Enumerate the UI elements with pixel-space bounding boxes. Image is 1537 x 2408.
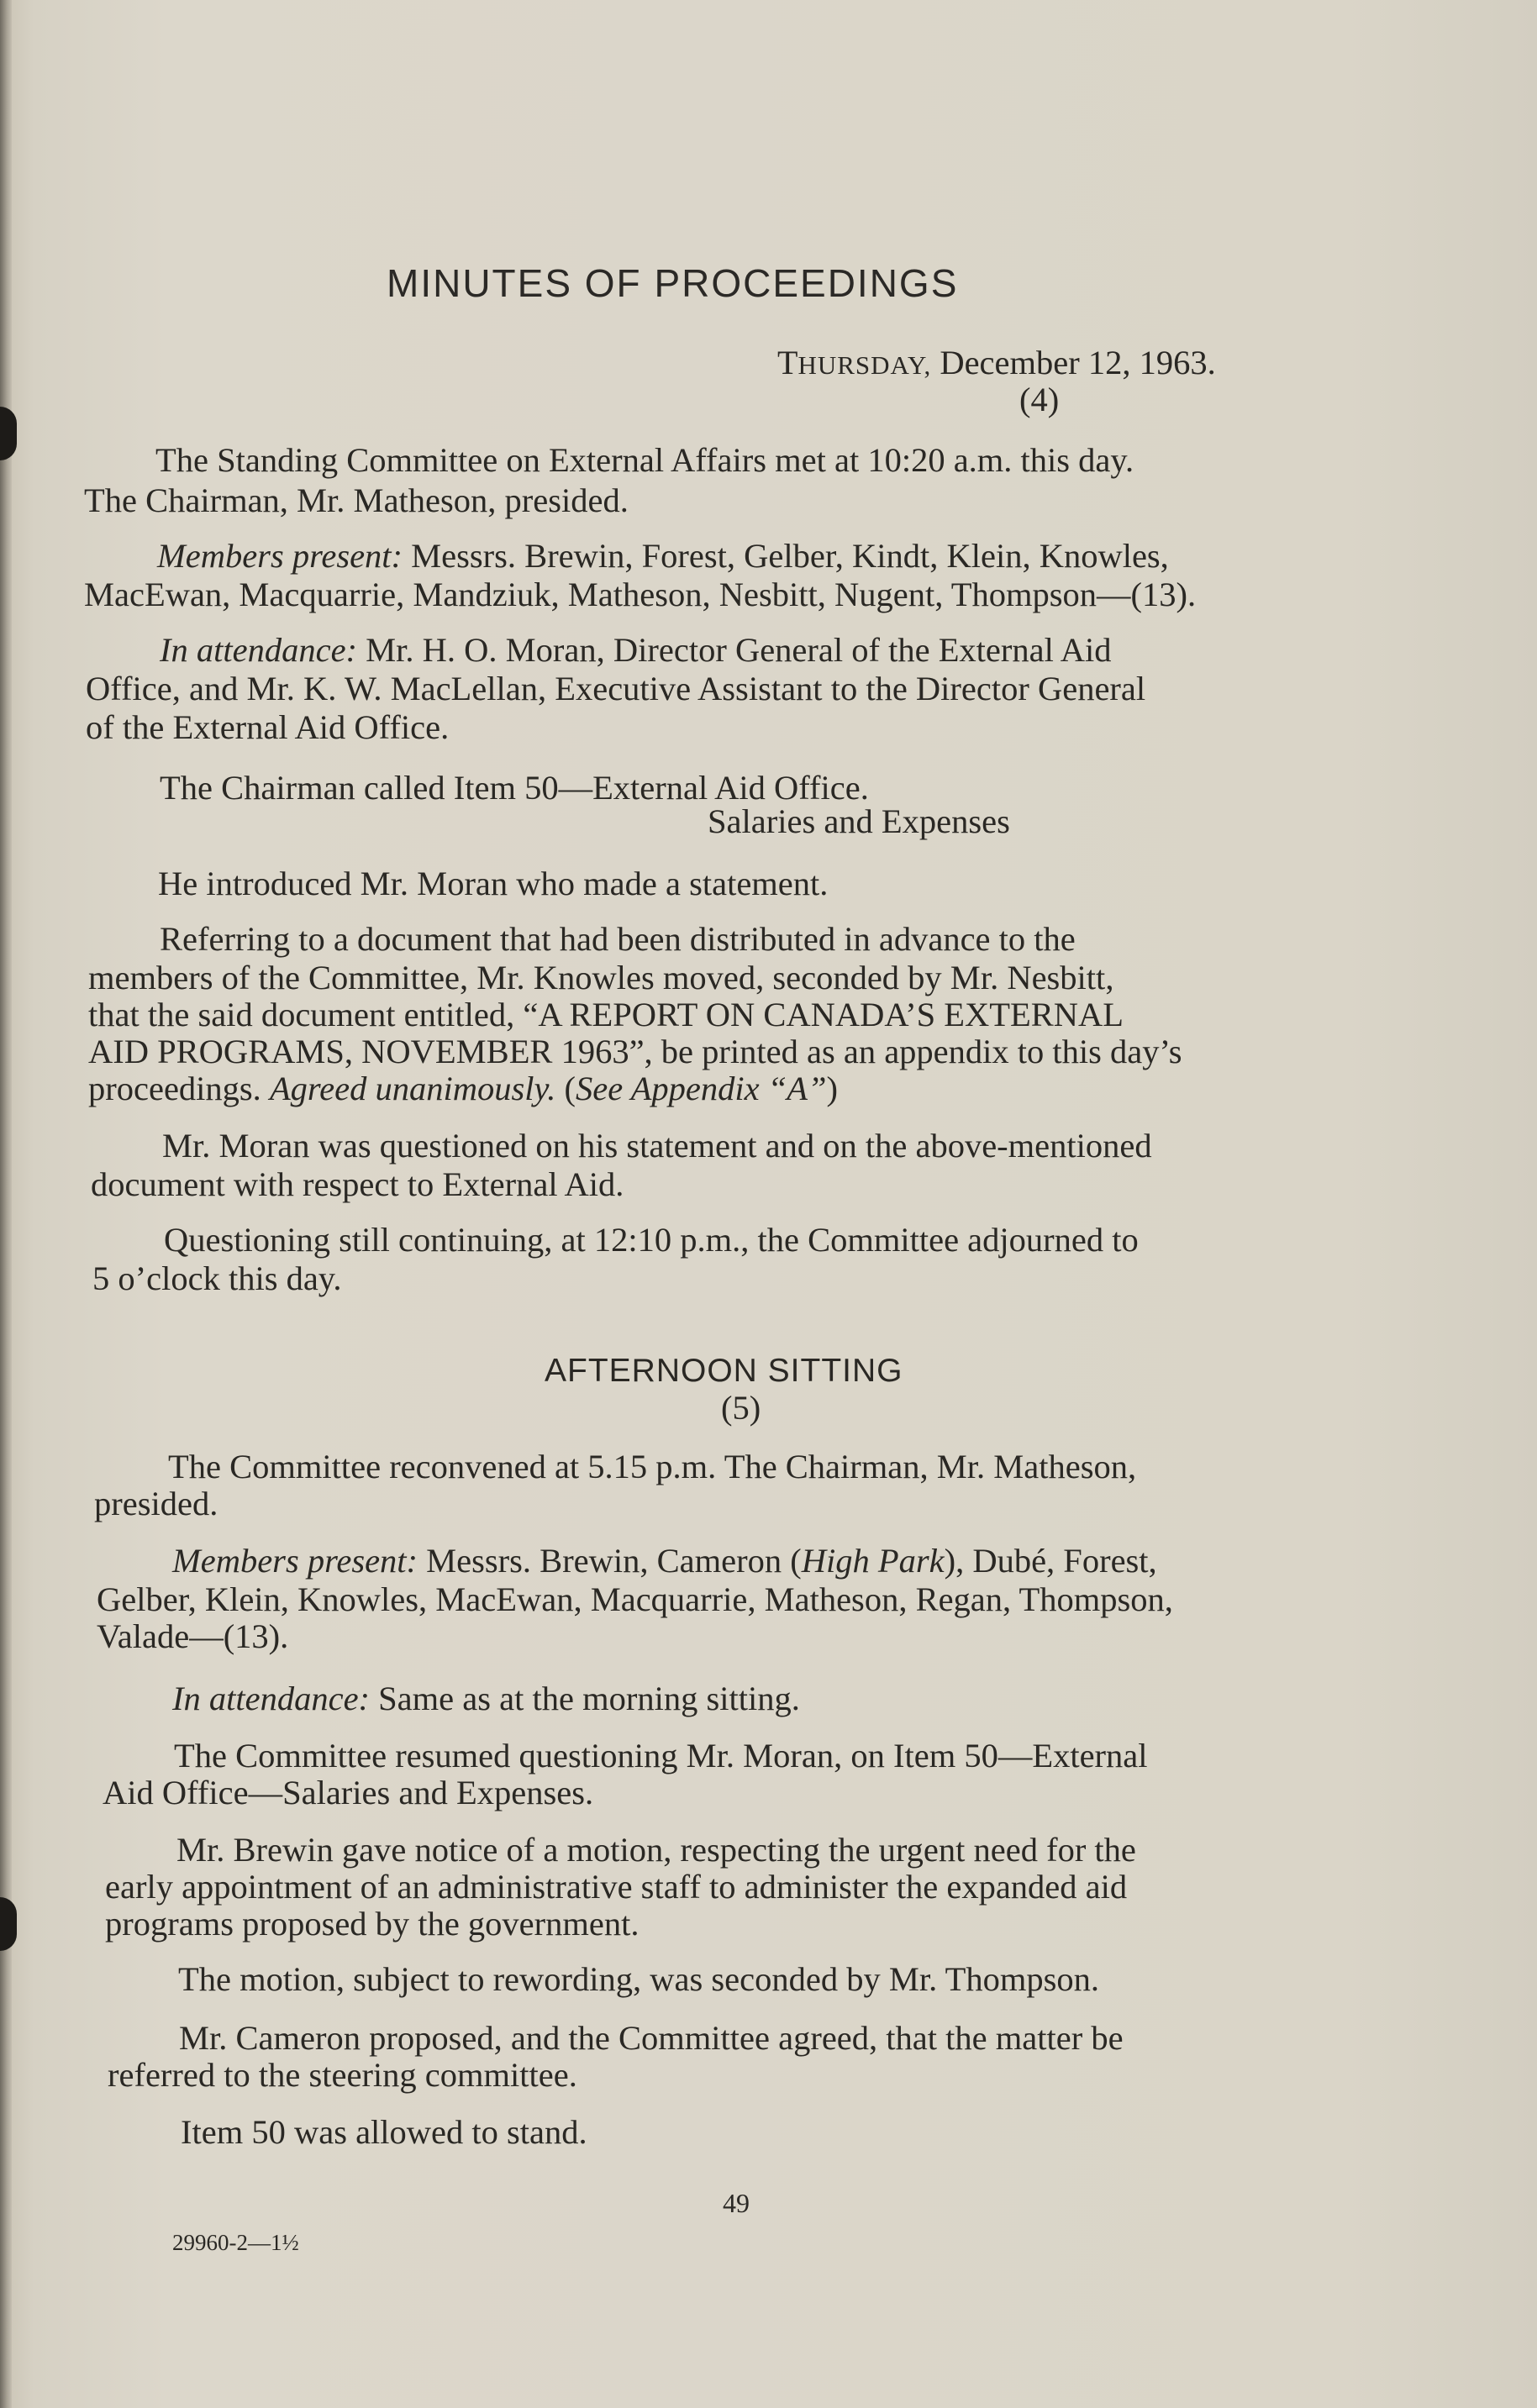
date-value: December 12, 1963. <box>931 344 1216 381</box>
paragraph-line: Mr. Moran was questioned on his statement and on the above-mentioned <box>162 1127 1152 1165</box>
paragraph-line: The Standing Committee on External Affairs met at 10:20 a.m. this day. <box>155 441 1134 479</box>
paragraph-line: MacEwan, Macquarrie, Mandziuk, Matheson, Nesbitt, Nugent, Thompson—(13). <box>84 576 1197 613</box>
paragraph-line: AID PROGRAMS, NOVEMBER 1963”, be printed as an appendix to this day’s <box>88 1033 1182 1070</box>
paragraph-line: In attendance: Mr. H. O. Moran, Director General of the External Aid <box>160 631 1112 669</box>
afternoon-sitting-heading: AFTERNOON SITTING <box>545 1353 903 1389</box>
paragraph-line: referred to the steering committee. <box>108 2056 577 2094</box>
paragraph-line: Office, and Mr. K. W. MacLellan, Executive Assistant to the Director General <box>86 670 1146 707</box>
paragraph-line: He introduced Mr. Moran who made a statement. <box>158 865 829 902</box>
date-line <box>777 346 1216 381</box>
punch-hole <box>0 1897 17 1951</box>
paragraph-line: The Committee reconvened at 5.15 p.m. The Chairman, Mr. Matheson, <box>168 1448 1137 1485</box>
paragraph-line: Questioning still continuing, at 12:10 p.m., the Committee adjourned to <box>164 1221 1139 1259</box>
paragraph-line: Members present: Messrs. Brewin, Forest, Gelber, Kindt, Klein, Knowles, <box>157 537 1169 575</box>
paragraph-line: The Chairman, Mr. Matheson, presided. <box>84 481 629 519</box>
paragraph-line: Item 50 was allowed to stand. <box>181 2113 587 2151</box>
paragraph-line: proceedings. Agreed unanimously. (See Appendix “A”) <box>88 1070 838 1107</box>
paragraph-line: Mr. Cameron proposed, and the Committee agreed, that the matter be <box>179 2019 1124 2057</box>
paragraph-line: 5 o’clock this day. <box>92 1259 342 1297</box>
sitting-number: (5) <box>721 1389 761 1427</box>
paragraph-line: presided. <box>94 1485 218 1522</box>
date-day-rest: HURSDAY, <box>797 350 932 380</box>
paragraph-line: Members present: Messrs. Brewin, Cameron (High Park), Dubé, Forest, <box>172 1542 1157 1580</box>
see-appendix-reference: See Appendix “A” <box>576 1070 827 1107</box>
punch-hole <box>0 407 17 460</box>
paragraph-line: In attendance: Same as at the morning sitting. <box>172 1680 800 1717</box>
paragraph-line: document with respect to External Aid. <box>91 1165 624 1203</box>
page-binding-edge <box>0 0 12 2408</box>
paragraph-line: The Chairman called Item 50—External Aid Office. <box>160 769 869 807</box>
date-day-initial: T <box>777 344 798 381</box>
agreed-unanimously: Agreed unanimously. <box>269 1070 556 1107</box>
in-attendance-label: In attendance: <box>172 1680 371 1717</box>
page-title: MINUTES OF PROCEEDINGS <box>387 261 959 305</box>
paragraph-line: Mr. Brewin gave notice of a motion, respecting the urgent need for the <box>176 1831 1136 1869</box>
paragraph-line: early appointment of an administrative staff to administer the expanded aid <box>105 1868 1128 1906</box>
paragraph-line: that the said document entitled, “A REPORT ON CANADA’S EXTERNAL <box>88 996 1124 1033</box>
paragraph-line: Valade—(13). <box>97 1617 289 1655</box>
members-present-label: Members present: <box>157 537 403 575</box>
paragraph-line: Gelber, Klein, Knowles, MacEwan, Macquarrie, Matheson, Regan, Thompson, <box>97 1580 1173 1618</box>
footer-code: 29960-2—1½ <box>172 2230 299 2255</box>
page-number: 49 <box>723 2188 750 2218</box>
sitting-number: (4) <box>1019 381 1060 418</box>
paragraph-line: Aid Office—Salaries and Expenses. <box>103 1774 594 1811</box>
in-attendance-label: In attendance: <box>160 631 358 669</box>
paragraph-line: Salaries and Expenses <box>708 802 1010 840</box>
paragraph-line: of the External Aid Office. <box>86 708 450 746</box>
members-present-label: Members present: <box>172 1542 418 1580</box>
paragraph-line: Referring to a document that had been distributed in advance to the <box>160 920 1076 958</box>
paragraph-line: members of the Committee, Mr. Knowles moved, seconded by Mr. Nesbitt, <box>88 959 1114 996</box>
paragraph-line: The motion, subject to rewording, was seconded by Mr. Thompson. <box>178 1960 1099 1998</box>
paragraph-line: programs proposed by the government. <box>105 1905 640 1943</box>
paragraph-line: The Committee resumed questioning Mr. Moran, on Item 50—External <box>174 1737 1148 1774</box>
